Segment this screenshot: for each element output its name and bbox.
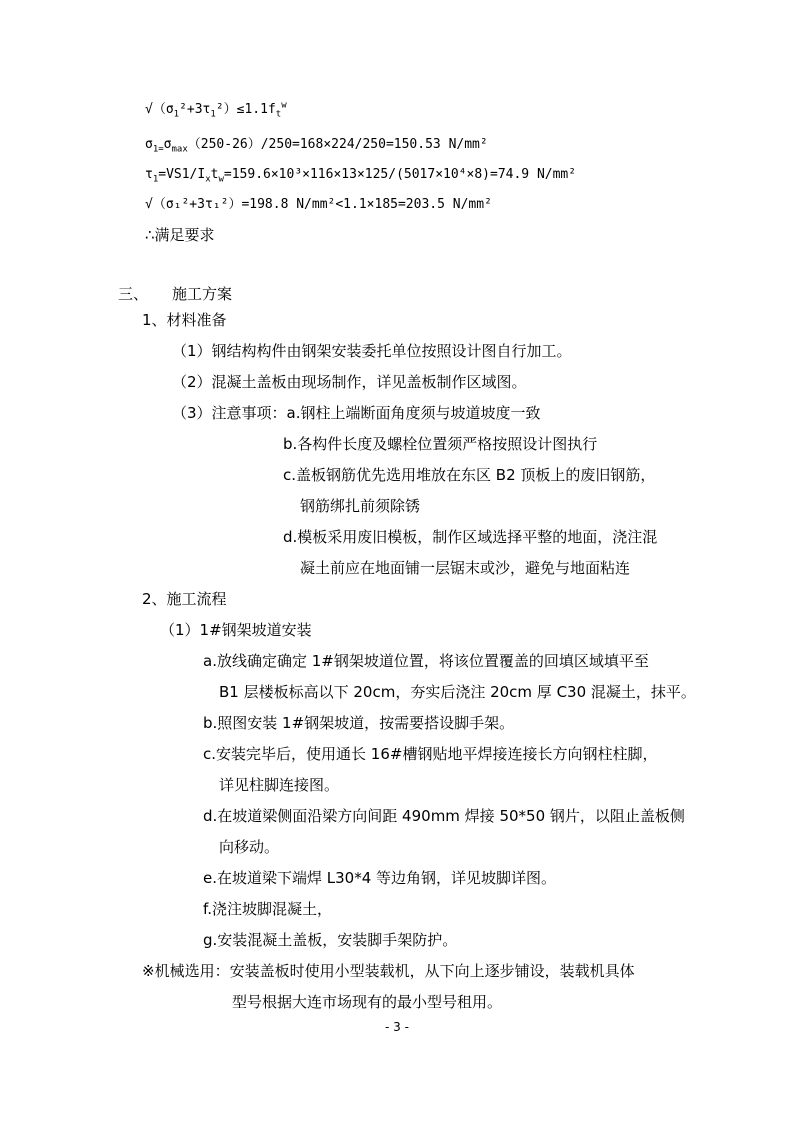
formula-3-part: τ <box>145 167 153 182</box>
page-number: - 3 - <box>385 1020 409 1034</box>
formula-3-part: t <box>210 167 219 182</box>
formula-3-sub: 1 <box>152 174 159 185</box>
section-heading-title: 施工方案 <box>172 285 233 303</box>
formula-1-sub: 1 <box>173 109 180 120</box>
process-step: c.安装完毕后，使用通长 16#槽钢贴地平焊接连接长方向钢柱柱脚， <box>203 745 658 763</box>
formula-3-sub: x <box>205 174 211 185</box>
machinery-note: ※机械选用：安装盖板时使用小型装载机，从下向上逐步铺设，装载机具体 <box>142 962 635 980</box>
formula-3-sub: w <box>218 174 224 185</box>
conclusion: ∴满足要求 <box>145 226 215 244</box>
process-step-continuation: 详见柱脚连接图。 <box>219 776 340 794</box>
formula-1-part: √（σ <box>145 102 174 117</box>
formula-2 <box>145 135 488 155</box>
formula-1-sup: w <box>281 100 287 111</box>
list-item-continuation: 凝土前应在地面铺一层锯末或沙，避免与地面粘连 <box>300 559 631 577</box>
formula-3 <box>145 165 576 185</box>
subsection-title-process: 2、施工流程 <box>142 590 227 608</box>
formula-3-part: =VS1/I <box>158 167 206 182</box>
process-item-title: （1）1#钢架坡道安装 <box>160 621 312 639</box>
process-step: b.照图安装 1#钢架坡道，按需要搭设脚手架。 <box>203 714 515 732</box>
machinery-note-continuation: 型号根据大连市场现有的最小型号租用。 <box>232 993 503 1011</box>
process-step: f.浇注坡脚混凝土， <box>203 900 332 918</box>
formula-2-part: （250-26）/250=168×224/250=150.53 N/mm² <box>187 137 488 152</box>
process-step: g.安装混凝土盖板，安装脚手架防护。 <box>203 931 458 949</box>
formula-1-sub: t <box>275 109 282 120</box>
list-item: c.盖板钢筋优先选用堆放在东区 B2 顶板上的废旧钢筋， <box>283 466 656 484</box>
process-step: d.在坡道梁侧面沿梁方向间距 490mm 焊接 50*50 钢片，以阻止盖板侧 <box>203 807 685 825</box>
list-item: d.模板采用废旧模板，制作区域选择平整的地面，浇注混 <box>283 528 658 546</box>
list-item: （2）混凝土盖板由现场制作，详见盖板制作区域图。 <box>172 373 527 391</box>
formula-1 <box>145 100 287 120</box>
formula-1-part: ²）≤1.1f <box>215 102 276 117</box>
process-step-continuation: B1 层楼板标高以下 20cm，夯实后浇注 20cm 厚 C30 混凝土，抹平。 <box>219 683 696 701</box>
list-item: b.各构件长度及螺栓位置须严格按照设计图执行 <box>283 435 598 453</box>
formula-4: √（σ₁²+3τ₁²）=198.8 N/mm²<1.1×185=203.5 N/mm² <box>145 197 492 212</box>
process-step-continuation: 向移动。 <box>219 838 280 856</box>
subsection-title-materials: 1、材料准备 <box>142 311 227 329</box>
process-step: a.放线确定确定 1#钢架坡道位置，将该位置覆盖的回填区域填平至 <box>203 652 649 670</box>
list-item: （3）注意事项：a.钢柱上端断面角度须与坡道坡度一致 <box>172 404 541 422</box>
formula-1-sub: 1 <box>210 109 216 120</box>
formula-3-part: =159.6×10³×116×13×125/(5017×10⁴×8)=74.9 N/mm² <box>223 167 577 182</box>
formula-2-sub: 1= <box>152 144 164 155</box>
list-item-continuation: 钢筋绑扎前须除锈 <box>300 497 421 515</box>
formula-2-part: σ <box>163 137 172 152</box>
list-item: （1）钢结构构件由钢架安装委托单位按照设计图自行加工。 <box>172 342 572 360</box>
formula-2-sub: max <box>171 144 188 155</box>
formula-2-part: σ <box>145 137 153 152</box>
section-heading-number: 三、 <box>118 285 149 303</box>
formula-1-part: ²+3τ <box>179 102 211 117</box>
process-step: e.在坡道梁下端焊 L30*4 等边角钢，详见坡脚详图。 <box>203 869 557 887</box>
